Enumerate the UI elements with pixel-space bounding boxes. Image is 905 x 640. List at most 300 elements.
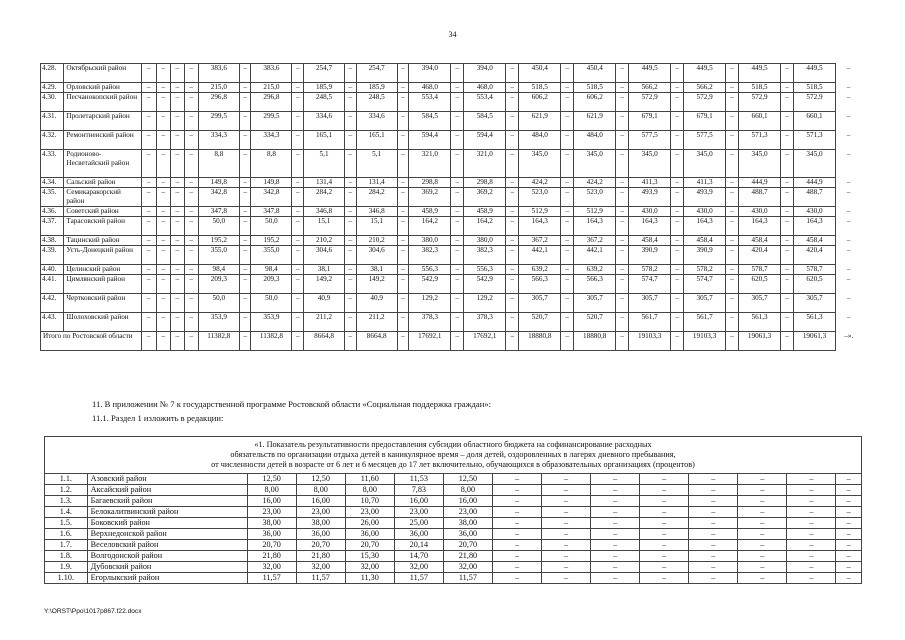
value-cell: 8,00 (247, 485, 296, 496)
value-cell: – (156, 188, 170, 207)
value-cell: – (506, 265, 519, 275)
value-cell: – (506, 64, 519, 83)
value-cell: – (738, 540, 787, 551)
value-cell: 518,5 (519, 83, 561, 93)
value-cell: – (451, 294, 464, 313)
row-number: 4.29. (41, 83, 64, 93)
value-cell: – (141, 131, 156, 150)
district-name: Сальский район (64, 178, 141, 188)
value-cell: 16,00 (296, 496, 345, 507)
value-cell: – (726, 275, 739, 294)
value-cell: 424,2 (574, 178, 616, 188)
value-cell: 382,3 (409, 246, 451, 265)
value-cell: 542,9 (409, 275, 451, 294)
value-cell: – (738, 496, 787, 507)
value-cell: – (671, 112, 684, 131)
value-cell: – (542, 496, 591, 507)
value-cell: – (239, 131, 251, 150)
value-cell: – (170, 332, 184, 351)
value-cell: – (561, 150, 574, 178)
row-number: 4.43. (41, 313, 64, 332)
value-cell: – (738, 474, 787, 485)
value-cell: 164,3 (793, 217, 835, 236)
value-cell: – (836, 562, 862, 573)
row-number: 1.3. (45, 496, 88, 507)
value-cell: – (726, 188, 739, 207)
row-number: 4.31. (41, 112, 64, 131)
value-cell: – (787, 496, 836, 507)
value-cell: – (141, 217, 156, 236)
value-cell: 572,9 (684, 93, 726, 112)
value-cell: – (292, 178, 304, 188)
value-cell: – (156, 265, 170, 275)
value-cell: – (345, 83, 357, 93)
table-row (41, 246, 862, 265)
value-cell: – (616, 150, 629, 178)
value-cell: – (781, 236, 794, 246)
value-cell: 284,2 (304, 188, 345, 207)
value-cell: 383,6 (198, 64, 239, 83)
value-cell: 620,5 (793, 275, 835, 294)
value-cell: – (345, 313, 357, 332)
value-cell: 185,9 (356, 83, 397, 93)
value-cell: – (787, 529, 836, 540)
value-cell: – (156, 275, 170, 294)
value-cell: – (640, 562, 689, 573)
value-cell: 577,5 (629, 131, 671, 150)
value-cell: – (726, 265, 739, 275)
value-cell: 11,30 (345, 573, 394, 584)
value-cell: – (616, 236, 629, 246)
row-number: 4.42. (41, 294, 64, 313)
value-cell: 584,5 (464, 112, 506, 131)
value-cell: – (292, 332, 304, 351)
value-cell: – (542, 562, 591, 573)
value-cell: 458,9 (409, 207, 451, 217)
value-cell: – (292, 188, 304, 207)
value-cell: 347,8 (251, 207, 292, 217)
row-number: 4.28. (41, 64, 64, 83)
value-cell: 518,5 (739, 83, 781, 93)
value-cell: – (781, 217, 794, 236)
paragraph-11: 11. В приложении № 7 к государственной программе Ростовской области «Социальная поддержка граждан»: (92, 399, 492, 409)
value-cell: 17692,1 (409, 332, 451, 351)
value-cell: – (345, 246, 357, 265)
value-cell: – (846, 235, 851, 244)
value-cell: – (184, 294, 198, 313)
value-cell: – (781, 178, 794, 188)
value-cell: 209,3 (198, 275, 239, 294)
value-cell: 305,7 (793, 294, 835, 313)
value-cell: 578,7 (739, 265, 781, 275)
value-cell: 420,4 (793, 246, 835, 265)
table-row (45, 518, 862, 529)
value-cell: – (184, 275, 198, 294)
value-cell: – (451, 131, 464, 150)
indicator-header-line-2: обязательств по организации отдыха детей в каникулярное время – доля детей, оздоровленных в лагерях дневного пребывания, (230, 450, 676, 459)
row-number: 4.36. (41, 207, 64, 217)
value-cell: – (836, 573, 862, 584)
value-cell: 25,00 (394, 518, 443, 529)
value-cell: 164,3 (574, 217, 616, 236)
value-cell: 390,9 (684, 246, 726, 265)
value-cell: 21,80 (247, 551, 296, 562)
value-cell: – (170, 294, 184, 313)
value-cell: 38,1 (304, 265, 345, 275)
value-cell: 578,2 (684, 265, 726, 275)
value-cell: – (561, 93, 574, 112)
value-cell: 19061,3 (739, 332, 781, 351)
value-cell: – (640, 496, 689, 507)
value-cell: – (345, 178, 357, 188)
value-cell: 36,00 (345, 529, 394, 540)
value-cell: – (781, 294, 794, 313)
value-cell: 553,4 (409, 93, 451, 112)
value-cell: 210,2 (304, 236, 345, 246)
value-cell: 520,7 (519, 313, 561, 332)
value-cell: – (239, 275, 251, 294)
value-cell: – (345, 294, 357, 313)
value-cell: – (141, 83, 156, 93)
value-cell: 38,00 (247, 518, 296, 529)
value-cell: – (787, 573, 836, 584)
value-cell: – (726, 64, 739, 83)
value-cell: – (141, 150, 156, 178)
value-cell: 561,3 (793, 313, 835, 332)
value-cell: 131,4 (304, 178, 345, 188)
value-cell: – (689, 474, 738, 485)
value-cell: – (292, 294, 304, 313)
value-cell: 305,7 (574, 294, 616, 313)
value-cell: – (170, 275, 184, 294)
value-cell: 32,00 (443, 562, 492, 573)
value-cell: – (397, 246, 409, 265)
value-cell: – (292, 93, 304, 112)
value-cell: – (451, 83, 464, 93)
value-cell: 23,00 (296, 507, 345, 518)
value-cell: 36,00 (247, 529, 296, 540)
value-cell: 561,7 (684, 313, 726, 332)
value-cell: – (292, 217, 304, 236)
value-cell: 369,2 (409, 188, 451, 207)
value-cell: – (451, 313, 464, 332)
value-cell: – (616, 265, 629, 275)
value-cell: – (345, 217, 357, 236)
value-cell: 129,2 (464, 294, 506, 313)
table-row (45, 562, 862, 573)
value-cell: 305,7 (629, 294, 671, 313)
value-cell: – (591, 485, 640, 496)
value-cell: – (184, 313, 198, 332)
value-cell: 195,2 (251, 236, 292, 246)
value-cell: 430,0 (793, 207, 835, 217)
value-cell: – (671, 207, 684, 217)
value-cell: 7,83 (394, 485, 443, 496)
value-cell: 254,7 (356, 64, 397, 83)
table-row (45, 485, 862, 496)
value-cell: – (184, 83, 198, 93)
value-cell: 50,0 (198, 294, 239, 313)
value-cell: – (292, 246, 304, 265)
value-cell: – (616, 246, 629, 265)
value-cell: – (506, 217, 519, 236)
value-cell: 211,2 (304, 313, 345, 332)
value-cell: – (141, 313, 156, 332)
value-cell: – (836, 496, 862, 507)
value-cell: 606,2 (519, 93, 561, 112)
value-cell: – (836, 485, 862, 496)
district-name: Орловский район (64, 83, 141, 93)
value-cell: 298,8 (464, 178, 506, 188)
value-cell: – (591, 474, 640, 485)
value-cell: 378,3 (464, 313, 506, 332)
district-name: Итого по Ростовской области (41, 332, 142, 351)
value-cell: 305,7 (684, 294, 726, 313)
row-number: 1.7. (45, 540, 88, 551)
value-cell: – (451, 93, 464, 112)
district-name: Багаевский район (87, 496, 247, 507)
value-cell: 518,5 (574, 83, 616, 93)
district-name: Пролетарский район (64, 112, 141, 131)
table-row (41, 294, 862, 313)
value-cell: – (239, 178, 251, 188)
value-cell: – (689, 573, 738, 584)
value-cell: – (738, 485, 787, 496)
value-cell: – (781, 150, 794, 178)
value-cell: – (292, 207, 304, 217)
district-name: Веселовский район (87, 540, 247, 551)
value-cell: – (141, 64, 156, 83)
value-cell: – (591, 496, 640, 507)
value-cell: – (781, 93, 794, 112)
value-cell: – (787, 518, 836, 529)
value-cell: – (451, 332, 464, 351)
value-cell: – (397, 188, 409, 207)
paragraph-11-1: 11.1. Раздел 1 изложить в редакции: (92, 413, 224, 423)
value-cell: – (846, 312, 851, 321)
value-cell: 11,57 (247, 573, 296, 584)
value-cell: – (451, 275, 464, 294)
value-cell: 299,5 (198, 112, 239, 131)
value-cell: 449,5 (793, 64, 835, 83)
value-cell: 411,3 (684, 178, 726, 188)
value-cell: 430,0 (684, 207, 726, 217)
row-number: 4.33. (41, 150, 64, 178)
row-number: 4.40. (41, 265, 64, 275)
value-cell: – (836, 507, 862, 518)
value-cell: – (781, 188, 794, 207)
value-cell: 342,8 (251, 188, 292, 207)
value-cell: – (345, 207, 357, 217)
value-cell: – (726, 313, 739, 332)
district-name: Октябрьский район (64, 64, 141, 83)
value-cell: 195,2 (198, 236, 239, 246)
value-cell: – (787, 485, 836, 496)
indicator-header-line-3: от численности детей в возрасте от 6 лет и 6 месяцев до 17 лет включительно, обучающихся в образовательных организациях (процентов) (211, 460, 695, 469)
table-row (41, 178, 862, 188)
value-cell: 574,7 (684, 275, 726, 294)
value-cell: 215,0 (251, 83, 292, 93)
value-cell: 12,50 (247, 474, 296, 485)
value-cell: – (141, 207, 156, 217)
page-number: 34 (448, 30, 457, 39)
value-cell: – (781, 265, 794, 275)
value-cell: 346,8 (356, 207, 397, 217)
district-name: Белокалитвинский район (87, 507, 247, 518)
value-cell: – (506, 236, 519, 246)
district-name: Советский район (64, 207, 141, 217)
value-cell: 321,0 (464, 150, 506, 178)
district-name: Усть-Донецкий район (64, 246, 141, 265)
value-cell: – (141, 188, 156, 207)
value-cell: – (170, 236, 184, 246)
value-cell: 11,60 (345, 474, 394, 485)
value-cell: 8,8 (251, 150, 292, 178)
value-cell: 8,00 (296, 485, 345, 496)
value-cell: – (616, 217, 629, 236)
value-cell: 11,57 (443, 573, 492, 584)
value-cell: – (616, 275, 629, 294)
value-cell: – (561, 131, 574, 150)
value-cell: 621,9 (574, 112, 616, 131)
value-cell: 458,9 (464, 207, 506, 217)
value-cell: 50,0 (251, 294, 292, 313)
value-cell: 553,4 (464, 93, 506, 112)
value-cell: 512,9 (519, 207, 561, 217)
upper-budget-table (40, 63, 862, 351)
value-cell: – (689, 562, 738, 573)
value-cell: – (846, 63, 851, 72)
value-cell: – (397, 150, 409, 178)
value-cell: 468,0 (409, 83, 451, 93)
table-row (41, 131, 862, 150)
value-cell: – (292, 265, 304, 275)
value-cell: 639,2 (574, 265, 616, 275)
value-cell: 50,0 (251, 217, 292, 236)
value-cell: – (141, 178, 156, 188)
value-cell: 19061,3 (793, 332, 835, 351)
value-cell: – (239, 236, 251, 246)
value-cell: 15,30 (345, 551, 394, 562)
value-cell: 299,5 (251, 112, 292, 131)
value-cell: – (787, 507, 836, 518)
value-cell: – (397, 178, 409, 188)
value-cell: – (170, 93, 184, 112)
value-cell: – (846, 216, 851, 225)
district-name: Волгодонской район (87, 551, 247, 562)
value-cell: 11382,8 (251, 332, 292, 351)
value-cell: – (239, 294, 251, 313)
value-cell: – (239, 265, 251, 275)
value-cell: 556,3 (409, 265, 451, 275)
table-row (41, 275, 862, 294)
value-cell: 450,4 (574, 64, 616, 83)
value-cell: – (156, 207, 170, 217)
value-cell: 19103,3 (629, 332, 671, 351)
value-cell: – (239, 332, 251, 351)
value-cell: 345,0 (574, 150, 616, 178)
value-cell: 248,5 (304, 93, 345, 112)
value-cell: – (492, 551, 541, 562)
value-cell: 523,0 (574, 188, 616, 207)
value-cell: – (616, 131, 629, 150)
value-cell: – (846, 111, 851, 120)
value-cell: 542,9 (464, 275, 506, 294)
value-cell: – (492, 562, 541, 573)
value-cell: – (640, 573, 689, 584)
value-cell: – (726, 207, 739, 217)
value-cell: 450,4 (519, 64, 561, 83)
value-cell: 367,2 (519, 236, 561, 246)
value-cell: – (561, 332, 574, 351)
value-cell: 298,8 (409, 178, 451, 188)
value-cell: 16,00 (394, 496, 443, 507)
value-cell: – (184, 150, 198, 178)
value-cell: 394,0 (409, 64, 451, 83)
value-cell: – (184, 332, 198, 351)
value-cell: 380,0 (464, 236, 506, 246)
value-cell: – (506, 188, 519, 207)
value-cell: – (671, 236, 684, 246)
value-cell: 36,00 (296, 529, 345, 540)
value-cell: 488,7 (793, 188, 835, 207)
value-cell: – (345, 150, 357, 178)
value-cell: – (492, 529, 541, 540)
value-cell: 20,70 (345, 540, 394, 551)
value-cell: 11,53 (394, 474, 443, 485)
value-cell: 16,00 (247, 496, 296, 507)
value-cell: – (292, 64, 304, 83)
value-cell: 5,1 (356, 150, 397, 178)
value-cell: 296,8 (198, 93, 239, 112)
value-cell: – (451, 207, 464, 217)
value-cell: 32,00 (394, 562, 443, 573)
district-name: Дубовский район (87, 562, 247, 573)
value-cell: 11,57 (394, 573, 443, 584)
value-cell: – (141, 93, 156, 112)
value-cell: – (184, 217, 198, 236)
value-cell: 40,9 (304, 294, 345, 313)
value-cell: – (492, 485, 541, 496)
value-cell: 369,2 (464, 188, 506, 207)
value-cell: – (640, 474, 689, 485)
table-row (45, 474, 862, 485)
value-cell: – (726, 178, 739, 188)
value-cell: – (689, 551, 738, 562)
value-cell: – (506, 131, 519, 150)
value-cell: – (292, 313, 304, 332)
value-cell: – (397, 265, 409, 275)
value-cell: – (781, 332, 794, 351)
value-cell: – (292, 83, 304, 93)
value-cell: 20,14 (394, 540, 443, 551)
value-cell: – (726, 332, 739, 351)
value-cell: 50,0 (198, 217, 239, 236)
row-number: 4.39. (41, 246, 64, 265)
value-cell: 305,7 (519, 294, 561, 313)
value-cell: 679,1 (629, 112, 671, 131)
value-cell: – (184, 93, 198, 112)
value-cell: – (781, 131, 794, 150)
value-cell: – (671, 294, 684, 313)
value-cell: 660,1 (739, 112, 781, 131)
value-cell: – (561, 178, 574, 188)
value-cell: – (846, 206, 851, 215)
value-cell: 383,6 (251, 64, 292, 83)
value-cell: – (616, 294, 629, 313)
value-cell: – (345, 188, 357, 207)
value-cell: – (451, 188, 464, 207)
